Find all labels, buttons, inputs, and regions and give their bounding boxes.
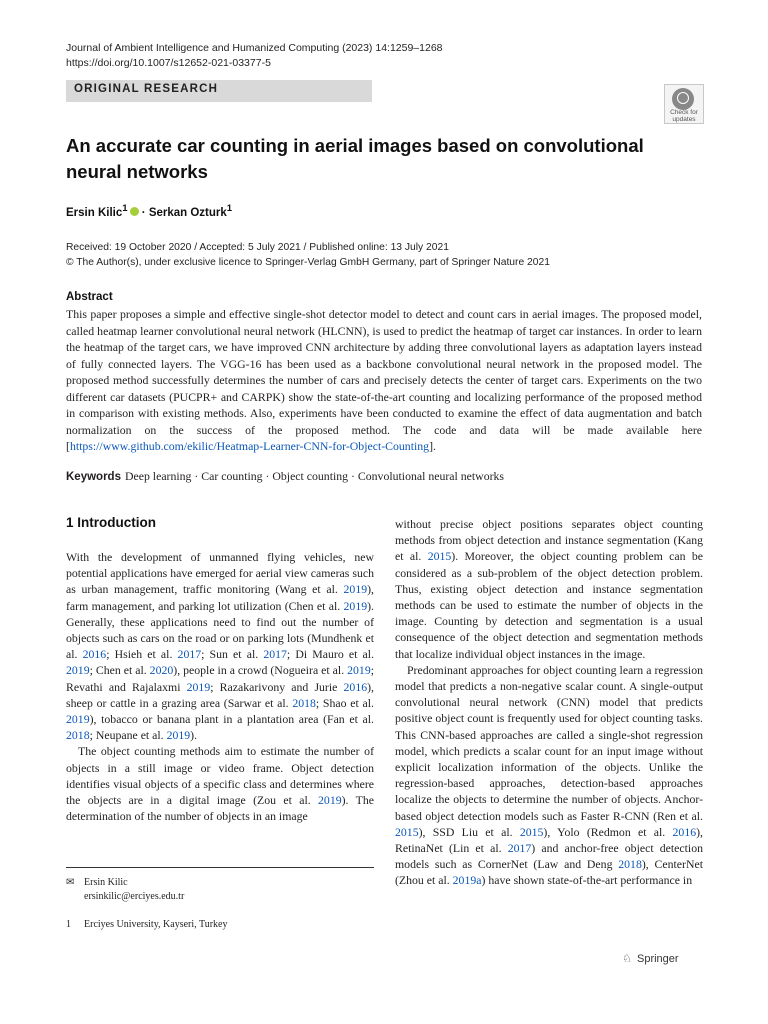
publication-history: Received: 19 October 2020 / Accepted: 5 July 2021 / Published online: 13 July 2021	[66, 242, 449, 253]
text-run: ), sheep or cattle in a grazing area (Sarwar et al.	[66, 679, 374, 710]
citation-year-link[interactable]: 2019	[66, 712, 90, 727]
citation-year-link[interactable]: 2015	[427, 549, 452, 564]
paragraph	[66, 549, 374, 743]
text-run: ; Shao et al.	[315, 695, 374, 710]
citation-year-link[interactable]: 2015	[519, 824, 544, 839]
check-updates-icon	[672, 88, 694, 110]
text-run: ; Hsieh et al.	[106, 647, 178, 662]
paragraph	[395, 516, 703, 662]
author-affiliation-sup: 1	[226, 203, 233, 214]
citation-year-link[interactable]: 2019	[166, 728, 191, 743]
citation-year-link[interactable]: 2016	[82, 647, 107, 662]
citation-year-link[interactable]: 2018	[618, 857, 642, 872]
citation-year-link[interactable]: 2016	[343, 679, 368, 694]
affiliation	[66, 918, 374, 932]
author-separator: ·	[138, 206, 149, 219]
author-affiliation-sup: 1	[122, 203, 128, 214]
footnotes	[66, 876, 374, 932]
keywords-label: Keywords	[66, 471, 121, 483]
journal-citation: Journal of Ambient Intelligence and Humanized Computing (2023) 14:1259–1268	[66, 42, 443, 54]
text-run: ), people in a crowd (Nogueira et al.	[173, 663, 348, 678]
footnote-divider	[66, 867, 374, 868]
article-type-banner	[66, 80, 372, 102]
section-heading: 1 Introduction	[66, 515, 156, 530]
author-list	[66, 203, 232, 219]
paragraph	[395, 662, 703, 889]
text-run: Predominant approaches for object counting learn a regression model that predicts a non-negative scalar count. A single-output convolutional neural network (CNN) model that predicts positive object count is frequently used for object counting tasks. This CNN-based approaches are called a single-shot regression model, which predicts a scalar count for an input image without explicit localization information of the objects. Unlike the regression-based approaches, detection-based approaches localize the objects to determine the number of objects. Anchor-based object detection models such as Faster R-CNN (Ren et al.	[395, 662, 703, 823]
text-run: ), tobacco or banana plant in a plantation area (Fan et al.	[89, 712, 374, 727]
orcid-icon[interactable]	[130, 207, 139, 216]
text-run: ; Revathi and Rajalaxmi	[66, 663, 374, 694]
paragraph	[66, 743, 374, 824]
citation-year-link[interactable]: 2019a	[452, 873, 482, 888]
publisher-name: Springer	[637, 953, 679, 965]
publication-dates	[66, 240, 550, 270]
keywords-list: Deep learning · Car counting · Object counting · Convolutional neural networks	[124, 469, 505, 483]
envelope-icon: ✉	[66, 877, 75, 888]
text-run: ; Chen et al.	[89, 663, 150, 678]
article-type-label: ORIGINAL RESEARCH	[74, 83, 219, 95]
abstract-body	[66, 306, 702, 455]
contact-email[interactable]: ersinkilic@erciyes.edu.tr	[84, 891, 185, 902]
text-run: ) and anchor-free object detection models such as CornerNet (Law and Deng	[395, 841, 703, 872]
corresponding-author	[66, 876, 374, 904]
journal-header	[66, 41, 443, 71]
author-name[interactable]: Serkan Ozturk	[148, 206, 227, 219]
citation-year-link[interactable]: 2016	[672, 824, 697, 839]
text-run: ; Sun et al.	[201, 647, 264, 662]
citation-year-link[interactable]: 2019	[343, 582, 368, 597]
citation-year-link[interactable]: 2019	[347, 663, 371, 678]
citation-year-link[interactable]: 2018	[66, 728, 90, 743]
citation-year-link[interactable]: 2015	[395, 824, 419, 839]
affiliation-text: Erciyes University, Kayseri, Turkey	[84, 919, 228, 930]
citation-year-link[interactable]: 2017	[263, 647, 287, 662]
check-updates-line-2: updates	[672, 116, 696, 123]
text-run: ), Yolo (Redmon et al.	[543, 824, 673, 839]
check-updates-label	[665, 109, 703, 123]
citation-year-link[interactable]: 2019	[186, 679, 211, 694]
springer-horse-icon: ♘	[622, 953, 632, 965]
contact-name: Ersin Kilic	[84, 877, 128, 888]
text-run: ), CenterNet (Zhou et al.	[395, 857, 703, 888]
text-run: ), SSD Liu et al.	[418, 824, 520, 839]
paper-title: An accurate car counting in aerial images based on convolutional neural networks	[66, 135, 644, 182]
keywords	[66, 469, 504, 484]
doi-link[interactable]: https://doi.org/10.1007/s12652-021-03377-5	[66, 57, 271, 69]
text-run: The object counting methods aim to estimate the number of objects in a still image or video frame. Object detection identifies visual objects of a specific class and determines where the objects are in a digital image (Zou et al.	[66, 744, 374, 808]
text-run: ), farm management, and parking lot utilization (Chen et al.	[66, 582, 374, 613]
citation-year-link[interactable]: 2020	[149, 663, 174, 678]
citation-year-link[interactable]: 2019	[343, 598, 368, 613]
citation-year-link[interactable]: 2017	[507, 841, 532, 856]
abstract-text: This paper proposes a simple and effective single-shot detector model to detect and count cars in aerial images. The proposed model, called heatmap learner convolutional neural network (HLCNN), is used to predict the heatmap of target car instances. In order to learn the heatmap of the target cars, we have improved CNN architecture by adding three convolutional layers as adaptation layers instead of fully connected layers. The VGG-16 has been used as a backbone convolutional neural network in the proposed model. The proposed method successfully determines the number of cars and precisely detects the center of target cars. Experiments on the two different car datasets (PUCPR+ and CARPK) show the state-of-the-art counting and localizing performance of the proposed method in comparison with existing methods. Also, experiments have been conducted to examine the effect of data augmentation and batch normalization on the success of the proposed method. The code and data will be made available here [	[66, 307, 702, 453]
text-run: ), RetinaNet (Lin et al.	[395, 824, 703, 856]
right-column	[395, 516, 703, 889]
check-updates-icon-ring	[677, 92, 689, 104]
check-for-updates-badge[interactable]	[664, 84, 704, 124]
text-run: ) have shown state-of-the-art performance in	[481, 873, 693, 888]
citation-year-link[interactable]: 2019	[66, 663, 90, 678]
citation-year-link[interactable]: 2019	[318, 793, 342, 808]
left-column	[66, 549, 374, 824]
text-run: ; Razakarivony and Jurie	[210, 679, 344, 694]
text-run: ).	[190, 728, 198, 743]
text-run: ; Neupane et al.	[89, 728, 167, 743]
abstract-heading: Abstract	[66, 291, 113, 303]
text-run: ). Moreover, the object counting problem can be considered as a sub-problem of the object detection problem. Thus, existing object detection and instance segmentation methods can be used to estimate the number of objects in the image. Counting by detection and segmentation is a usual consequence of the object detection and segmentation methods that localize individual object instances in the image.	[395, 549, 704, 661]
text-run: ). The determination of the number of objects in an image	[66, 793, 374, 824]
text-run: ; Di Mauro et al.	[286, 647, 374, 662]
text-run: ). Generally, these applications need to find out the number of objects such as cars on the road or on parking lots (Mundhenk et al.	[66, 598, 374, 662]
abstract-end: ].	[429, 439, 436, 453]
publisher-logo	[621, 952, 679, 965]
code-link[interactable]: https://www.github.com/ekilic/Heatmap-Learner-CNN-for-Object-Counting	[69, 439, 430, 453]
author-name[interactable]: Ersin Kilic	[66, 206, 123, 219]
citation-year-link[interactable]: 2018	[292, 695, 316, 710]
check-updates-line-1: Check for	[670, 109, 698, 116]
copyright-line: © The Author(s), under exclusive licence to Springer-Verlag GmbH Germany, part of Springer Nature 2021	[66, 257, 550, 268]
affiliation-mark: 1	[66, 919, 71, 930]
text-run: without precise object positions separates object counting methods from object detection and instance segmentation (Kang et al.	[395, 517, 703, 564]
citation-year-link[interactable]: 2017	[177, 647, 202, 662]
text-run: With the development of unmanned flying vehicles, new potential applications have emerged for aerial view cameras such as urban management, traffic monitoring (Wang et al.	[66, 550, 374, 597]
